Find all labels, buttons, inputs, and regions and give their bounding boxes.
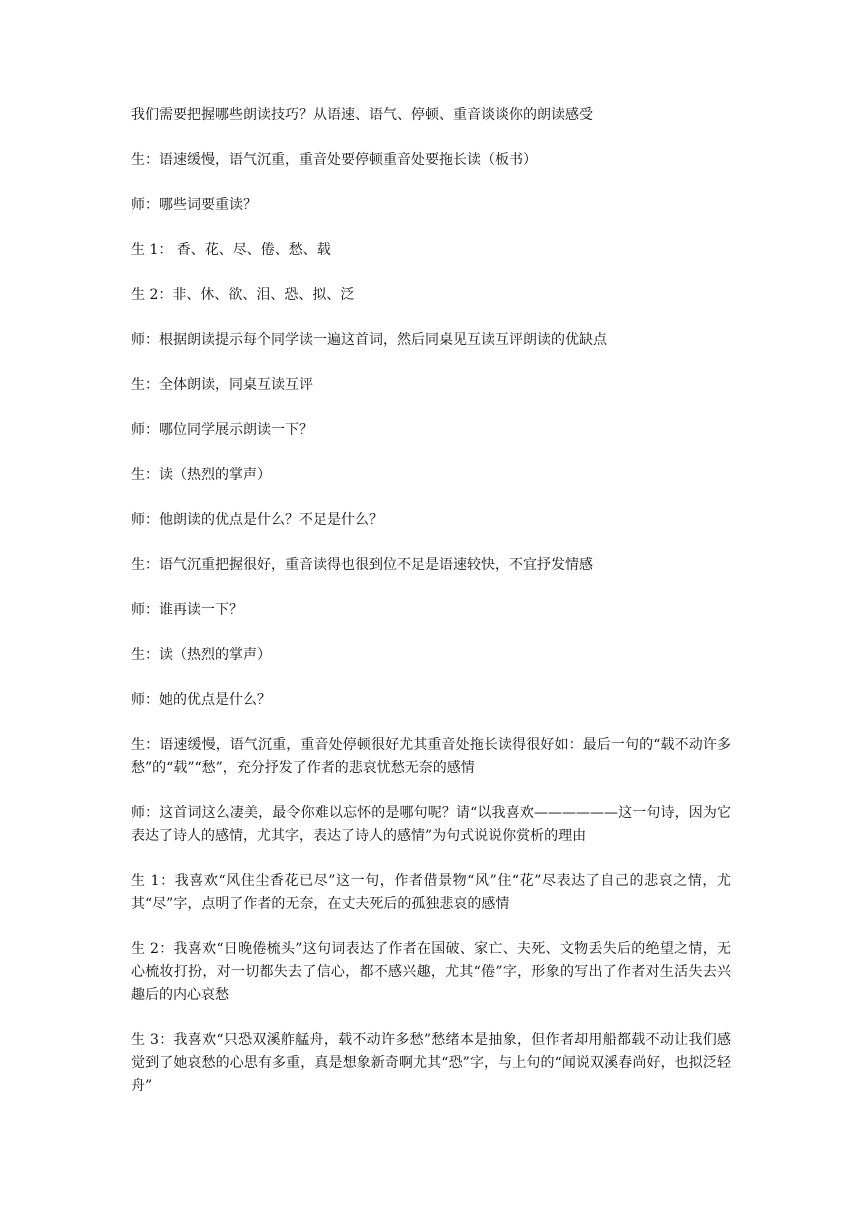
paragraph-student2-words: 生 2：非、休、欲、泪、恐、拟、泛 (131, 287, 355, 303)
paragraph-student1-words: 生 1： 香、花、尽、倦、愁、载 (131, 242, 331, 258)
paragraph-student-evaluation: 生：语气沉重把握很好，重音读得也很到位不足是语速较快，不宜抒发情感 (131, 557, 593, 573)
paragraph-student-reads: 生：读（热烈的掌声） (131, 467, 271, 483)
paragraph-teacher-question: 师：哪些词要重读？ (131, 197, 257, 213)
paragraph-teacher-appreciation-prompt: 师：这首词这么凄美，最令你难以忘怀的是哪句呢？请“以我喜欢——————这一句诗，因为它表达了诗人的感情，尤其字，表达了诗人的感情”为句式说说你赏析的理由 (131, 805, 731, 844)
paragraph-teacher-ask-merits: 师：她的优点是什么？ (131, 692, 271, 708)
document-body (131, 104, 731, 1120)
paragraph-student1-appreciation: 生 1：我喜欢“风住尘香花已尽”这一句，作者借景物“风”住“花”尽表达了自己的悲哀之情，尤其“尽”字，点明了作者的无奈，在丈夫死后的孤独悲哀的感情 (131, 873, 731, 912)
paragraph-teacher-instruction: 师：根据朗读提示每个同学读一遍这首词，然后同桌见互读互评朗读的优缺点 (131, 332, 607, 348)
paragraph-teacher-ask-evaluation: 师：他朗读的优点是什么？不足是什么？ (131, 512, 383, 528)
paragraph-teacher-ask-again: 师：谁再读一下？ (131, 602, 243, 618)
paragraph-student-reads-again: 生：读（热烈的掌声） (131, 647, 271, 663)
paragraph-student-group-reading: 生：全体朗读，同桌互读互评 (131, 377, 313, 393)
paragraph-student-merits: 生：语速缓慢，语气沉重，重音处停顿很好尤其重音处拖长读得很好如：最后一句的“载不动许多愁”的“载”“愁”，充分抒发了作者的悲哀忧愁无奈的感情 (131, 737, 731, 776)
paragraph-student-answer: 生：语速缓慢，语气沉重，重音处要停顿重音处要拖长读（板书） (131, 152, 537, 168)
paragraph-teacher-ask-volunteer: 师：哪位同学展示朗读一下？ (131, 422, 313, 438)
paragraph-reading-skills-question: 我们需要把握哪些朗读技巧？从语速、语气、停顿、重音谈谈你的朗读感受 (131, 107, 593, 123)
paragraph-student3-appreciation: 生 3：我喜欢“只恐双溪舴艋舟，载不动许多愁”愁绪本是抽象，但作者却用船都载不动让我们感觉到了她哀愁的心思有多重，真是想象新奇啊尤其“恐”字，与上句的“闻说双溪春尚好，也拟泛轻舟” (131, 1032, 731, 1094)
paragraph-student2-appreciation: 生 2：我喜欢“日晚倦梳头”这句词表达了作者在国破、家亡、夫死、文物丢失后的绝望之情，无心梳妆打扮，对一切都失去了信心，都不感兴趣，尤其“倦”字，形象的写出了作者对生活失去兴趣后的内心哀愁 (131, 941, 731, 1003)
